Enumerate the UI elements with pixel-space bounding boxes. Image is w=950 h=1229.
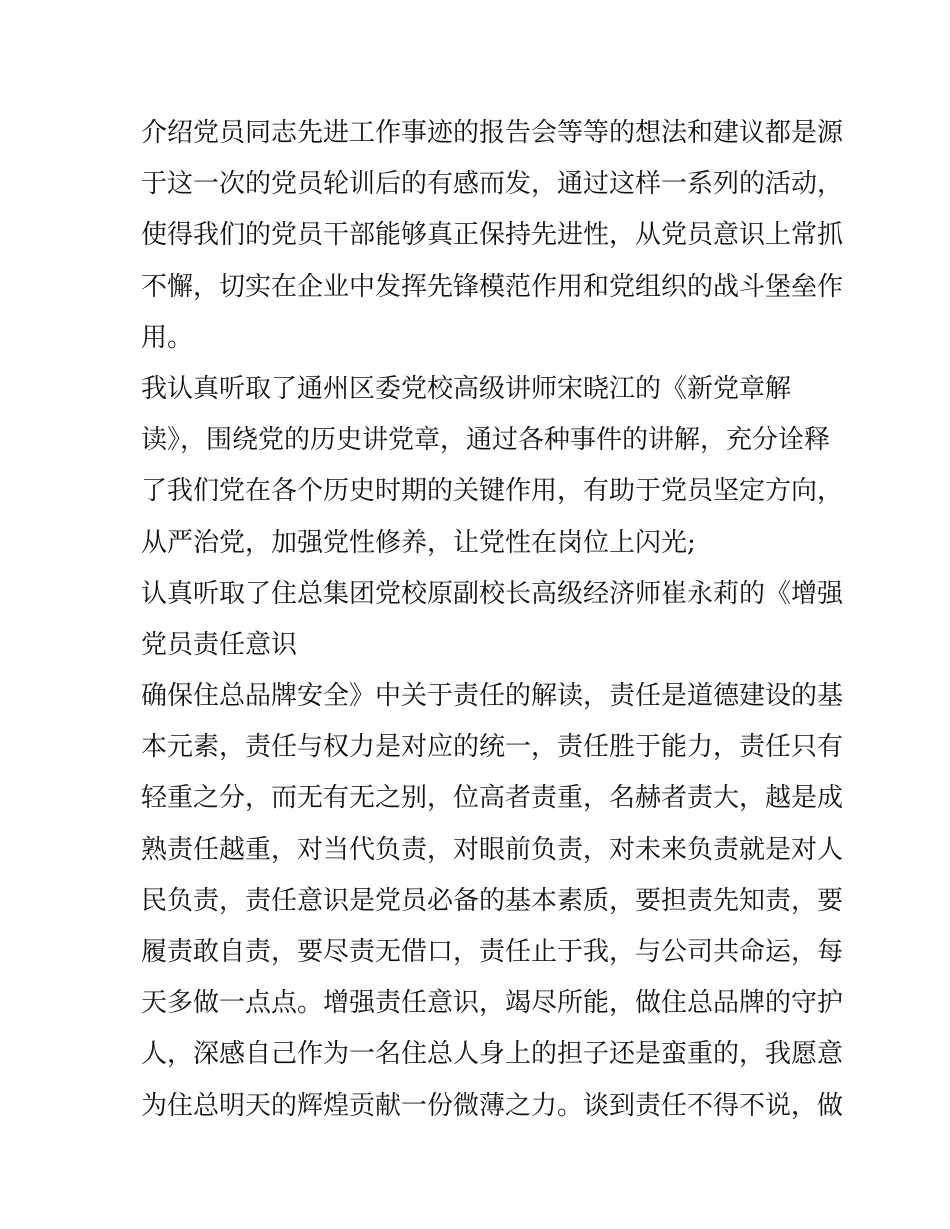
text-line: 确保住总品牌安全》中关于责任的解读，责任是道德建设的基 <box>141 681 844 712</box>
text-line: 党员责任意识 <box>141 629 298 660</box>
text-line: 履责敢自责，要尽责无借口，责任止于我，与公司共命运，每 <box>141 937 844 967</box>
text-line: 我认真听取了通州区委党校高级讲师宋晓江的《新党章解 <box>141 373 792 404</box>
text-line: 天多做一点点。增强责任意识，竭尽所能，做住总品牌的守护 <box>141 988 844 1019</box>
text-line: 民负责，责任意识是党员必备的基本素质，要担责先知责，要 <box>141 885 844 916</box>
text-line: 用。 <box>141 322 194 353</box>
text-line: 不懈，切实在企业中发挥先锋模范作用和党组织的战斗堡垒作 <box>141 271 844 302</box>
text-line: 了我们党在各个历史时期的关键作用，有助于党员坚定方向， <box>141 476 844 507</box>
text-line: 本元素，责任与权力是对应的统一，责任胜于能力，责任只有 <box>141 732 844 763</box>
text-line: 熟责任越重，对当代负责，对眼前负责，对未来负责就是对人 <box>141 834 844 865</box>
text-line: 读》，围绕党的历史讲党章，通过各种事件的讲解，充分诠释 <box>141 425 831 456</box>
text-line: 认真听取了住总集团党校原副校长高级经济师崔永莉的《增强 <box>141 578 844 609</box>
text-line: 使得我们的党员干部能够真正保持先进性，从党员意识上常抓 <box>141 220 844 251</box>
document-body <box>141 108 844 1132</box>
text-line: 介绍党员同志先进工作事迹的报告会等等的想法和建议都是源 <box>141 118 844 148</box>
text-line: 从严治党，加强党性修养，让党性在岗位上闪光; <box>141 527 696 558</box>
text-line: 于这一次的党员轮训后的有感而发，通过这样一系列的活动， <box>141 169 844 200</box>
text-line: 为住总明天的辉煌贡献一份微薄之力。谈到责任不得不说，做 <box>141 1090 844 1121</box>
text-line: 轻重之分，而无有无之别，位高者责重，名赫者责大，越是成 <box>141 783 844 814</box>
text-line: 人，深感自己作为一名住总人身上的担子还是蛮重的，我愿意 <box>141 1039 844 1070</box>
